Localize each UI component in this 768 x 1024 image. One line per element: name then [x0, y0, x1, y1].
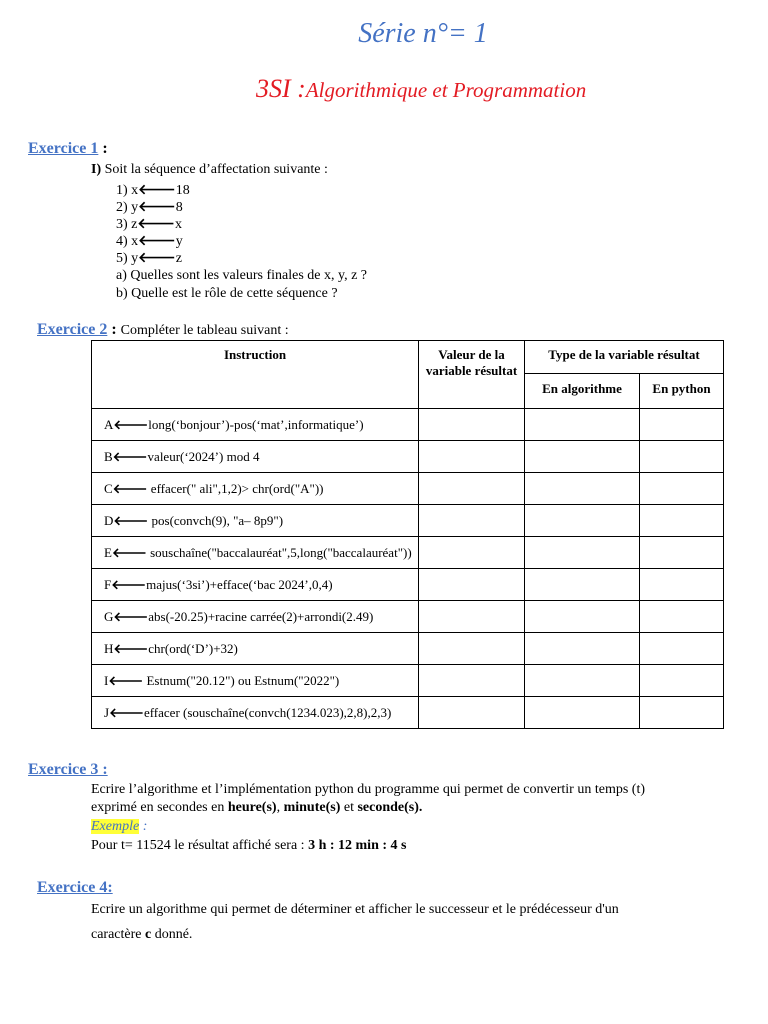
answer-cell-python[interactable]: [640, 665, 724, 697]
instruction-cell: E🡐 souschaîne("baccalauréat",5,long("baccalauréat")): [92, 537, 419, 569]
left-arrow-icon: 🡐: [111, 576, 147, 592]
instruction-cell: D🡐 pos(convch(9), "a– 8p9"): [92, 505, 419, 537]
left-arrow-icon: 🡐: [113, 608, 149, 624]
exercise-2-title: Exercice 2: [37, 321, 108, 338]
left-arrow-icon: 🡐: [138, 183, 176, 198]
question-b: b) Quelle est le rôle de cette séquence ?: [116, 286, 338, 301]
subject-code: 3SI :: [256, 74, 306, 103]
exercise-3-line-1: Ecrire l’algorithme et l’implémentation python du programme qui permet de convertir un temps (t): [91, 782, 645, 797]
answer-cell-python[interactable]: [640, 505, 724, 537]
answer-cell-algorithme[interactable]: [525, 505, 640, 537]
column-type: Type de la variable résultat: [525, 341, 724, 374]
table-row: [92, 441, 724, 473]
exercise-1-intro: [91, 162, 328, 178]
instruction-cell: B🡐valeur(‘2024’) mod 4: [92, 441, 419, 473]
answer-cell-valeur[interactable]: [419, 441, 525, 473]
left-arrow-icon: 🡐: [109, 704, 144, 720]
subject-name: Algorithmique et Programmation: [305, 78, 587, 102]
instruction-cell: G🡐abs(-20.25)+racine carrée(2)+arrondi(2.49): [92, 601, 419, 633]
table-row: [92, 505, 724, 537]
answer-cell-algorithme[interactable]: [525, 601, 640, 633]
answer-cell-python[interactable]: [640, 697, 724, 729]
answer-cell-valeur[interactable]: [419, 633, 525, 665]
instruction-cell: C🡐 effacer(" ali",1,2)> chr(ord("A")): [92, 473, 419, 505]
table-row: [92, 537, 724, 569]
exercise-1-heading: [28, 140, 108, 158]
instruction-cell: F🡐majus(‘3si’)+efface(‘bac 2024’,0,4): [92, 569, 419, 601]
left-arrow-icon: 🡐: [113, 416, 149, 432]
left-arrow-icon: 🡐: [137, 217, 175, 232]
table-row: [92, 409, 724, 441]
instruction-cell: I🡐 Estnum("20.12") ou Estnum("2022"): [92, 665, 419, 697]
exercise-3-line-2: exprimé en secondes en heure(s), minute(s) et seconde(s).: [91, 800, 423, 815]
answer-cell-algorithme[interactable]: [525, 537, 640, 569]
left-arrow-icon: 🡐: [113, 512, 149, 528]
table-row: [92, 633, 724, 665]
table-row: [92, 569, 724, 601]
exercise-4-line-1: Ecrire un algorithme qui permet de déterminer et afficher le successeur et le prédécesseur d'un: [91, 902, 619, 917]
exercise-3-example-line: Pour t= 11524 le résultat affiché sera : 3 h : 12 min : 4 s: [91, 838, 407, 853]
answer-cell-algorithme[interactable]: [525, 409, 640, 441]
exercise-2-heading: [37, 321, 289, 339]
instruction-cell: A🡐long(‘bonjour’)-pos(‘mat’,informatique’): [92, 409, 419, 441]
step-4: 4) x🡐y: [116, 234, 183, 249]
answer-cell-python[interactable]: [640, 441, 724, 473]
answer-cell-valeur[interactable]: [419, 505, 525, 537]
answer-cell-valeur[interactable]: [419, 473, 525, 505]
answer-cell-algorithme[interactable]: [525, 473, 640, 505]
intro-text: Soit la séquence d’affectation suivante :: [104, 162, 328, 177]
answer-cell-valeur[interactable]: [419, 697, 525, 729]
exercise-1-title: Exercice 1: [28, 140, 99, 157]
answer-cell-algorithme[interactable]: [525, 569, 640, 601]
answer-cell-algorithme[interactable]: [525, 633, 640, 665]
series-title: Série n°= 1: [358, 18, 488, 49]
exemple-highlight: Exemple: [91, 819, 140, 834]
question-a: a) Quelles sont les valeurs finales de x, y, z ?: [116, 268, 368, 283]
answer-cell-python[interactable]: [640, 473, 724, 505]
answer-cell-python[interactable]: [640, 601, 724, 633]
exercise-3-example-label: Exemple :: [91, 819, 148, 834]
left-arrow-icon: 🡐: [111, 544, 147, 560]
column-en-python: En python: [640, 374, 724, 409]
left-arrow-icon: 🡐: [112, 480, 148, 496]
exercise-4-line-2: caractère c donné.: [91, 927, 193, 942]
intro-number: I): [91, 162, 102, 177]
column-en-algorithme: En algorithme: [525, 374, 640, 409]
left-arrow-icon: 🡐: [112, 448, 148, 464]
left-arrow-icon: 🡐: [138, 234, 176, 249]
table-row: [92, 665, 724, 697]
exercise-4-title: Exercice 4:: [37, 879, 113, 896]
answer-cell-python[interactable]: [640, 633, 724, 665]
left-arrow-icon: 🡐: [138, 200, 176, 215]
subject-title: [256, 74, 586, 104]
answer-cell-valeur[interactable]: [419, 601, 525, 633]
answer-cell-algorithme[interactable]: [525, 697, 640, 729]
answer-cell-algorithme[interactable]: [525, 665, 640, 697]
answer-cell-valeur[interactable]: [419, 569, 525, 601]
answer-cell-python[interactable]: [640, 569, 724, 601]
answer-cell-algorithme[interactable]: [525, 441, 640, 473]
table-row: [92, 697, 724, 729]
instruction-cell: H🡐chr(ord(‘D’)+32): [92, 633, 419, 665]
table-header-row-1: [92, 341, 724, 374]
answer-cell-valeur[interactable]: [419, 665, 525, 697]
exercise-2-colon: :: [111, 321, 117, 338]
exercise-1-colon: :: [102, 140, 108, 157]
step-1: 1) x🡐18: [116, 183, 190, 198]
step-2: 2) y🡐8: [116, 200, 183, 215]
table-row: [92, 473, 724, 505]
step-3: 3) z🡐x: [116, 217, 182, 232]
left-arrow-icon: 🡐: [138, 251, 176, 266]
answer-cell-python[interactable]: [640, 409, 724, 441]
left-arrow-icon: 🡐: [113, 640, 149, 656]
exercise-2-text: Compléter le tableau suivant :: [120, 323, 289, 338]
step-5: 5) y🡐z: [116, 251, 182, 266]
answer-cell-valeur[interactable]: [419, 409, 525, 441]
left-arrow-icon: 🡐: [108, 672, 144, 688]
column-instruction: Instruction: [92, 341, 419, 409]
instruction-table: [91, 340, 724, 729]
column-valeur: Valeur de la variable résultat: [419, 341, 525, 409]
exercise-3-title: Exercice 3 :: [28, 761, 108, 778]
table-row: [92, 601, 724, 633]
instruction-cell: J🡐effacer (souschaîne(convch(1234.023),2,8),2,3): [92, 697, 419, 729]
answer-cell-valeur[interactable]: [419, 537, 525, 569]
answer-cell-python[interactable]: [640, 537, 724, 569]
